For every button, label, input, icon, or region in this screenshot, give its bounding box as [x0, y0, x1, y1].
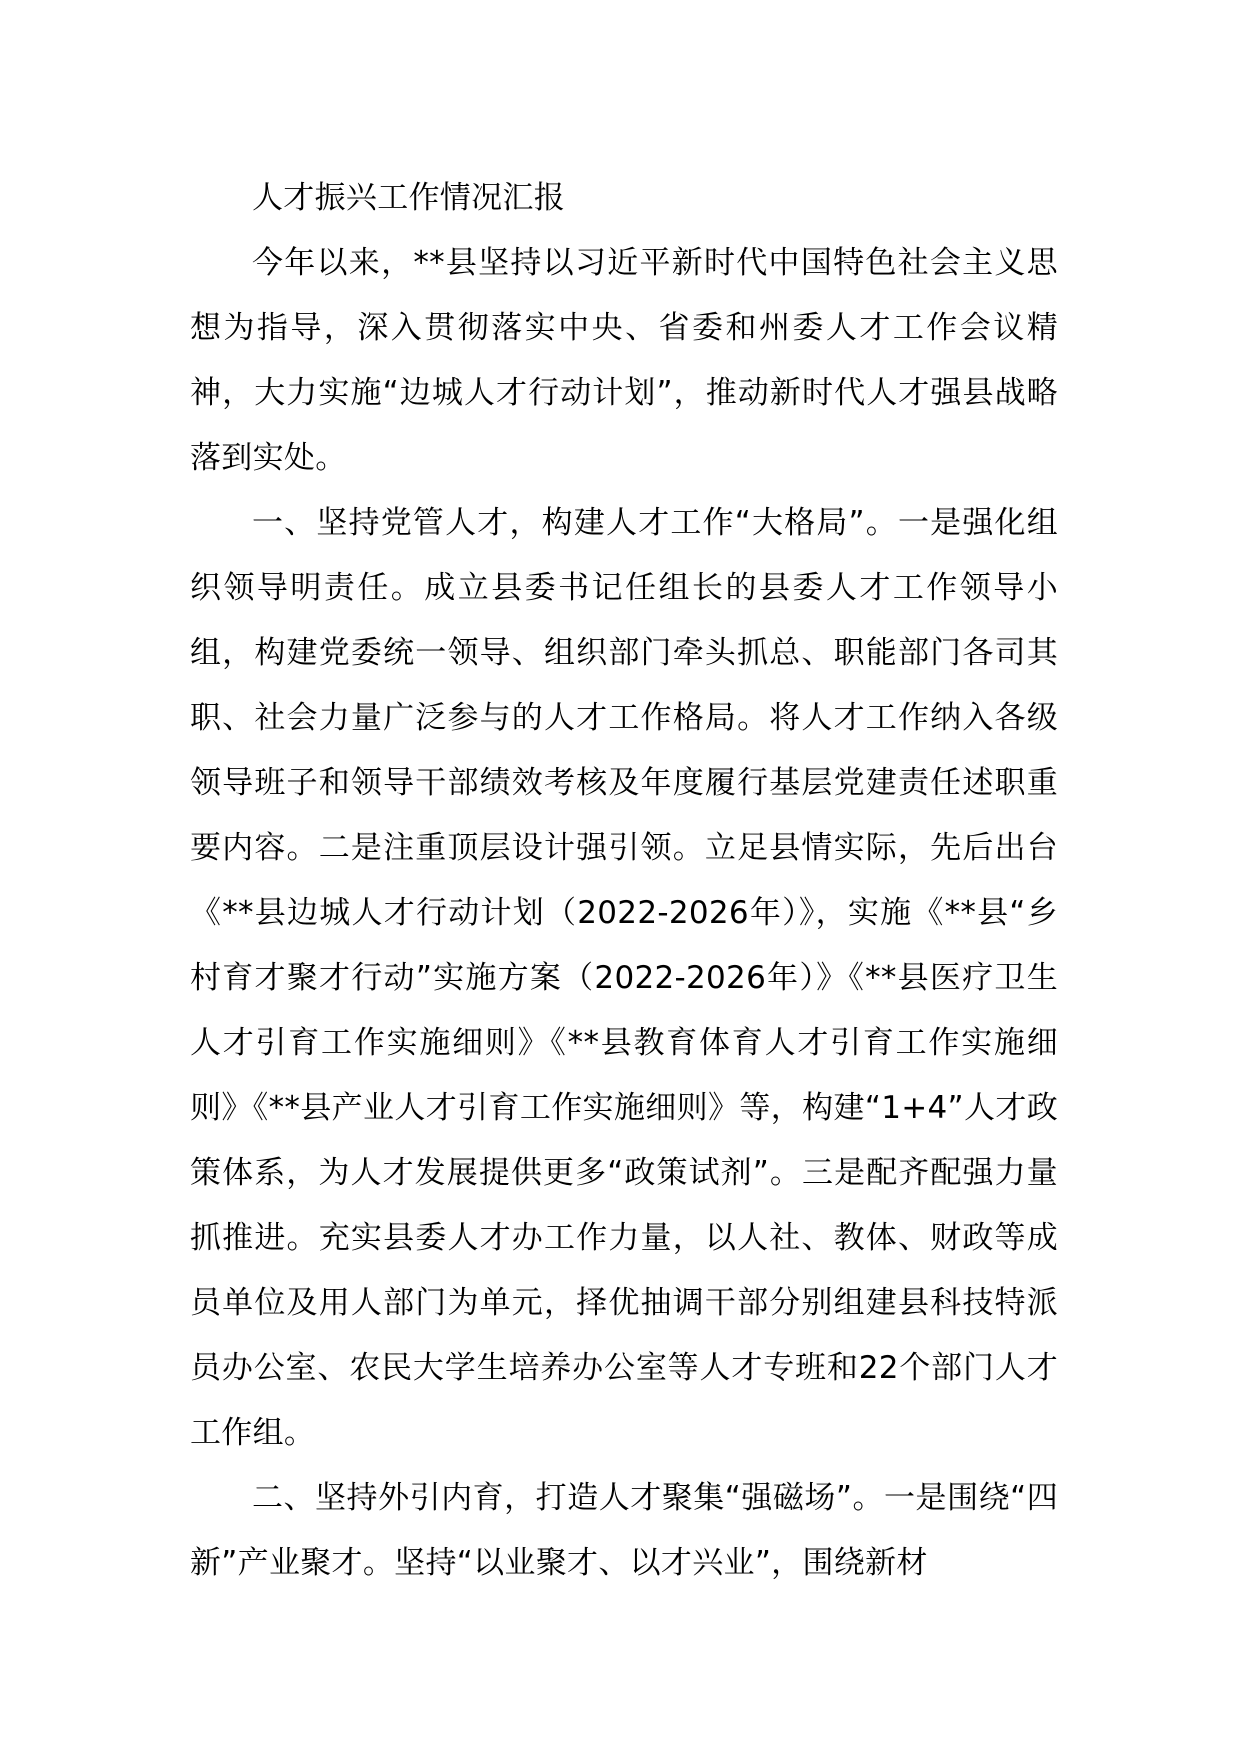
document-title: 人才振兴工作情况汇报 — [252, 180, 565, 216]
paragraph-section-two: 二、坚持外引内育，打造人才聚集“强磁场”。一是围绕“四新”产业聚才。坚持“以业聚才、以才兴业”，围绕新材 — [190, 1480, 1058, 1581]
document-body — [190, 166, 1058, 1596]
paragraph-intro: 今年以来，**县坚持以习近平新时代中国特色社会主义思想为指导，深入贯彻落实中央、省委和州委人才工作会议精神，大力实施“边城人才行动计划”，推动新时代人才强县战略落到实处。 — [190, 245, 1058, 476]
paragraph-section-one: 一、坚持党管人才，构建人才工作“大格局”。一是强化组织领导明责任。成立县委书记任组长的县委人才工作领导小组，构建党委统一领导、组织部门牵头抓总、职能部门各司其职、社会力量广泛参与的人才工作格局。将人才工作纳入各级领导班子和领导干部绩效考核及年度履行基层党建责任述职重要内容。二是注重顶层设计强引领。立足县情实际，先后出台《**县边城人才行动计划（2022-2026年）》，实施《**县“乡村育才聚才行动”实施方案（2022-2026年）》《**县医疗卫生人才引育工作实施细则》《**县教育体育人才引育工作实施细则》《**县产业人才引育工作实施细则》等，构建“1+4”人才政策体系，为人才发展提供更多“政策试剂”。三是配齐配强力量抓推进。充实县委人才办工作力量，以人社、教体、财政等成员单位及用人部门为单元，择优抽调干部分别组建县科技特派员办公室、农民大学生培养办公室等人才专班和22个部门人才工作组。 — [190, 505, 1058, 1451]
